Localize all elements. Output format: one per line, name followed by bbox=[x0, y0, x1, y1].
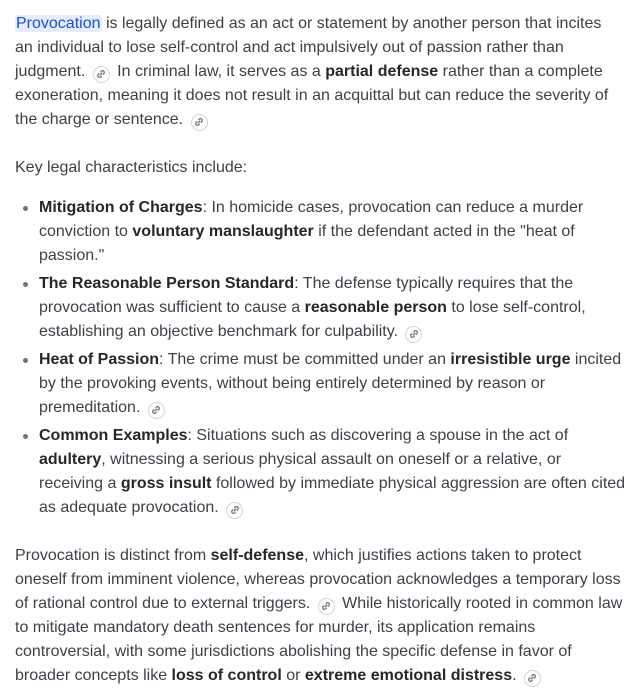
bold-term: reasonable person bbox=[304, 299, 447, 316]
citation-link-icon[interactable] bbox=[93, 66, 110, 83]
bold-term: extreme emotional distress bbox=[304, 667, 513, 684]
citation-link-icon[interactable] bbox=[318, 598, 335, 615]
text: While historically rooted in common law to mitigate mandatory death sentences for murder, its application remains controversial, with some jurisdictions abolishing the specific defense in favor of broader concepts like bbox=[15, 595, 623, 684]
paragraph-definition bbox=[15, 12, 621, 132]
text: incited by the provoking events, without being entirely determined by reason or premeditation. bbox=[39, 351, 622, 416]
list-item bbox=[15, 196, 627, 268]
text: rather than a complete exoneration, meaning it does not result in an acquittal but can reduce the severity of the charge or sentence. bbox=[15, 63, 609, 128]
list-item bbox=[15, 272, 627, 344]
item-title: Common Examples bbox=[39, 427, 188, 444]
bold-term: irresistible urge bbox=[450, 351, 571, 368]
bold-term: partial defense bbox=[325, 63, 439, 80]
text: if the defendant acted in the "heat of passion." bbox=[39, 223, 575, 264]
text: . bbox=[512, 667, 521, 684]
text: Provocation is distinct from bbox=[15, 547, 211, 564]
highlighted-term[interactable]: Provocation bbox=[16, 15, 101, 32]
list-item bbox=[15, 348, 627, 420]
text: : In homicide cases, provocation can reduce a murder conviction to bbox=[39, 199, 584, 240]
text: : The defense typically requires that the provocation was sufficient to cause a bbox=[39, 275, 574, 316]
paragraph-distinction bbox=[15, 544, 627, 688]
text: : Situations such as discovering a spouse in the act of bbox=[187, 427, 569, 444]
citation-link-icon[interactable] bbox=[405, 326, 422, 343]
bold-term: voluntary manslaughter bbox=[132, 223, 314, 240]
list-intro: Key legal characteristics include: bbox=[15, 159, 248, 176]
text: is legally defined as an act or statement by another person that incites an individual to lose self-control and act impulsively out of passion rather than judgment. bbox=[15, 15, 602, 80]
bold-term: loss of control bbox=[171, 667, 282, 684]
item-title: Mitigation of Charges bbox=[39, 199, 203, 216]
bold-term: gross insult bbox=[120, 475, 212, 492]
citation-link-icon[interactable] bbox=[524, 670, 541, 687]
citation-link-icon[interactable] bbox=[148, 402, 165, 419]
text: : The crime must be committed under an bbox=[159, 351, 451, 368]
characteristics-list bbox=[15, 196, 627, 520]
citation-link-icon[interactable] bbox=[226, 502, 243, 519]
bold-term: adultery bbox=[39, 451, 102, 468]
bold-term: self-defense bbox=[210, 547, 304, 564]
text: , which justifies actions taken to protect oneself from imminent violence, whereas provocation acknowledges a temporary loss of rational control due to external triggers. bbox=[15, 547, 621, 612]
text: , witnessing a serious physical assault on oneself or a relative, or receiving a bbox=[39, 451, 562, 492]
citation-link-icon[interactable] bbox=[191, 114, 208, 131]
text: to lose self-control, establishing an objective benchmark for culpability. bbox=[39, 299, 586, 340]
text: In criminal law, it serves as a bbox=[112, 63, 326, 80]
text: or bbox=[281, 667, 305, 684]
list-item bbox=[15, 424, 627, 520]
item-title: The Reasonable Person Standard bbox=[39, 275, 295, 292]
text: followed by immediate physical aggression are often cited as adequate provocation. bbox=[39, 475, 626, 516]
item-title: Heat of Passion bbox=[39, 351, 160, 368]
